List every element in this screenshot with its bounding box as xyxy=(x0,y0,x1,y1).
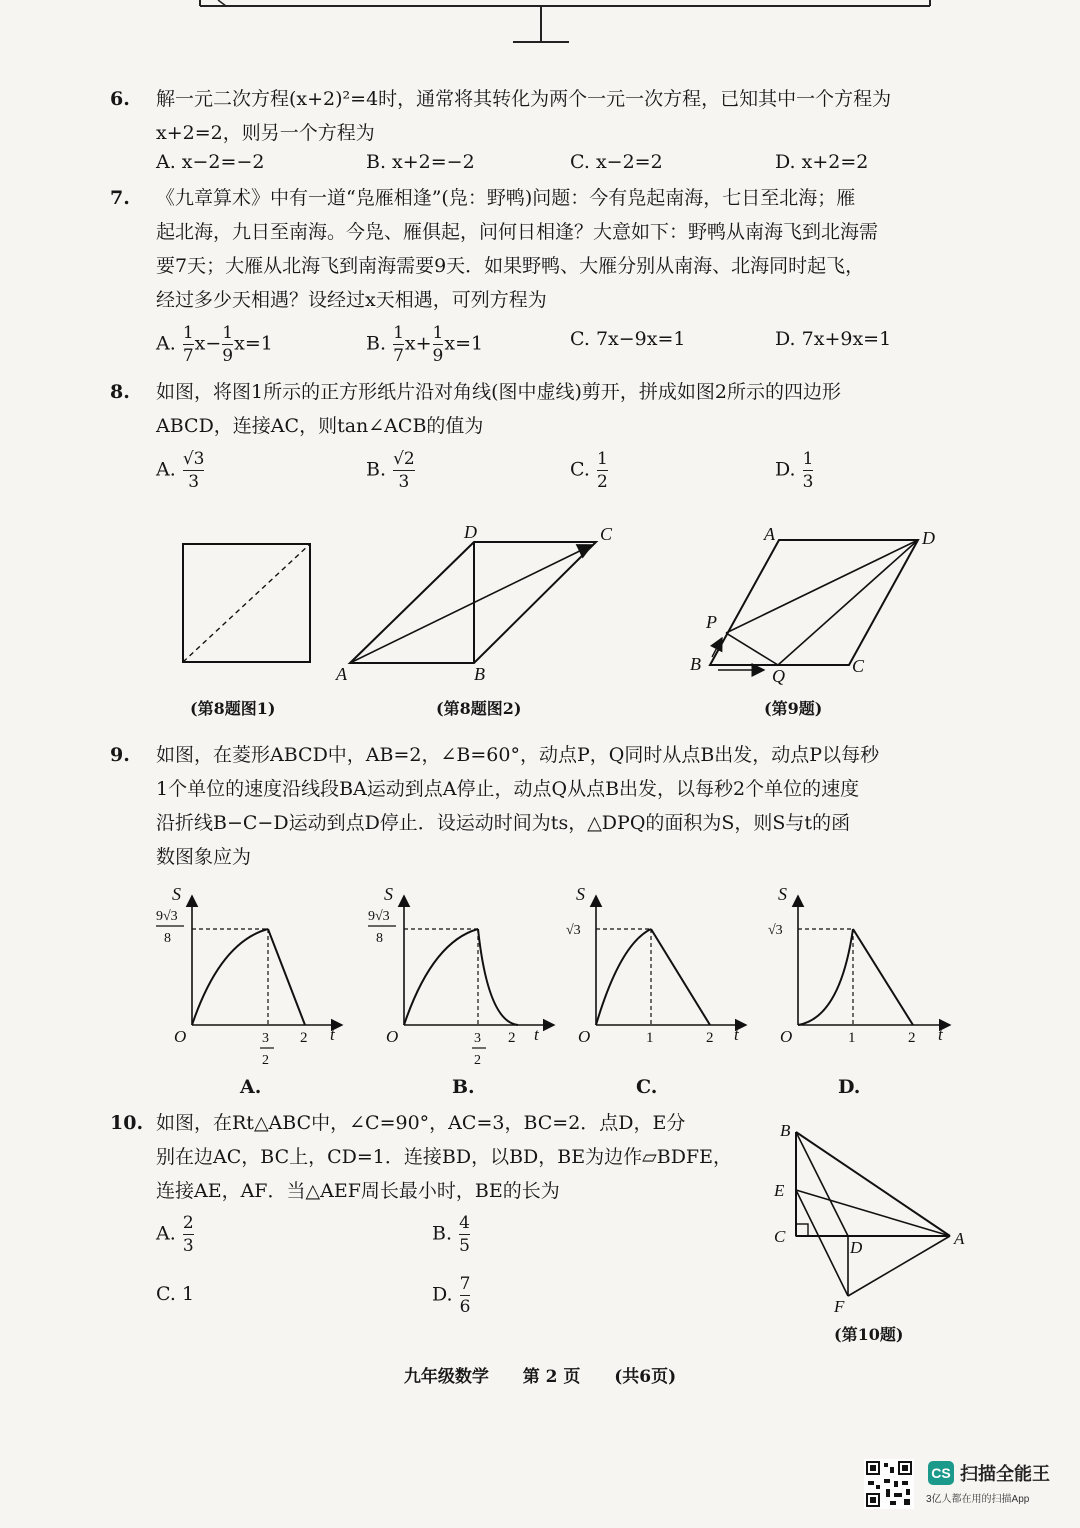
graph-option-d xyxy=(758,882,958,1072)
question-7 xyxy=(110,181,970,321)
tick-label: 3 xyxy=(474,1031,481,1046)
point-label-d: D xyxy=(922,528,935,548)
denominator: 9 xyxy=(222,346,234,366)
option-a: A. x−2=−2 xyxy=(156,151,265,173)
peak-numerator: 9√3 xyxy=(368,909,390,924)
question-text-line: 要7天；大雁从北海飞到南海需要9天．如果野鸭、大雁分别从南海、北海同时起飞， xyxy=(156,255,865,277)
tick-label: 1 xyxy=(646,1030,654,1046)
denominator: 6 xyxy=(459,1297,471,1317)
question-8 xyxy=(110,375,970,445)
fraction xyxy=(597,448,608,493)
denominator: 7 xyxy=(182,346,194,366)
tick-label: 1 xyxy=(848,1030,856,1046)
option-a xyxy=(156,322,273,367)
question-text-line: 解一元二次方程(x+2)²=4时，通常将其转化为两个一元一次方程，已知其中一个方程为 xyxy=(156,88,892,110)
axis-label-s: S xyxy=(576,884,585,904)
denominator: 5 xyxy=(459,1236,470,1256)
camscanner-logo: CS xyxy=(928,1461,954,1485)
figure-8-parallelogram xyxy=(330,520,630,690)
peak-denominator: 8 xyxy=(376,931,383,946)
option-label: A. xyxy=(156,458,176,481)
point-label-c: C xyxy=(852,656,865,676)
option-b xyxy=(366,322,483,367)
fraction xyxy=(433,322,444,367)
question-text-line: 沿折线B−C−D运动到点D停止．设运动时间为ts，△DPQ的面积为S，则S与t的函 xyxy=(156,812,851,834)
question-text-line: x+2=2，则另一个方程为 xyxy=(156,122,375,144)
question-text-line: 别在边AC，BC上，CD=1．连接BD，以BD，BE为边作▱BDFE， xyxy=(156,1146,732,1168)
figure-9-rhombus xyxy=(680,520,950,690)
option-label: A. xyxy=(156,332,176,355)
peak-numerator: 9√3 xyxy=(156,909,178,924)
figure-8-square xyxy=(170,530,330,680)
origin-label: O xyxy=(174,1027,187,1046)
axis-label-t: t xyxy=(534,1025,539,1044)
graph-label-a: A. xyxy=(240,1076,262,1098)
denominator: 7 xyxy=(393,346,404,366)
fraction xyxy=(222,322,233,367)
option-text: x=1 xyxy=(444,332,484,355)
numerator: 1 xyxy=(182,323,194,343)
brand-name: 扫描全能王 xyxy=(960,1464,1050,1484)
scanner-watermark xyxy=(862,1457,1062,1511)
graph-label-d: D. xyxy=(838,1076,861,1098)
peak-denominator: 8 xyxy=(164,931,171,946)
option-label: B. xyxy=(366,332,387,355)
denominator: 3 xyxy=(398,472,410,492)
axis-label-s: S xyxy=(172,884,181,904)
previous-figure-fragment xyxy=(0,0,1080,50)
question-text-line: ABCD，连接AC，则tan∠ACB的值为 xyxy=(156,415,484,437)
numerator: 4 xyxy=(459,1213,470,1233)
point-label-q: Q xyxy=(772,666,785,686)
option-label: B. xyxy=(366,458,387,481)
option-c: C. x−2=2 xyxy=(570,151,663,173)
question-text-line: 如图，在菱形ABCD中，AB=2，∠B=60°，动点P，Q同时从点B出发，动点P以每秒 xyxy=(156,744,880,766)
numerator: √3 xyxy=(182,449,205,469)
question-9 xyxy=(110,738,970,878)
figure-caption: (第8题图1) xyxy=(190,699,276,718)
point-label-a: A xyxy=(954,1229,965,1248)
tick-label: 2 xyxy=(474,1053,481,1068)
question-6 xyxy=(110,82,970,192)
denominator: 3 xyxy=(188,472,200,492)
footer-total: (共6页) xyxy=(614,1367,677,1387)
page-footer xyxy=(0,1362,1080,1387)
point-label-f: F xyxy=(834,1297,845,1316)
origin-label: O xyxy=(386,1027,399,1046)
question-number: 9. xyxy=(110,744,130,766)
question-10 xyxy=(110,1106,750,1216)
graph-option-b xyxy=(362,882,562,1072)
numerator: 1 xyxy=(802,449,814,469)
fraction xyxy=(183,1212,194,1257)
footer-subject: 九年级数学 xyxy=(403,1367,489,1387)
tick-label: 2 xyxy=(706,1030,714,1046)
numerator: 1 xyxy=(222,323,234,343)
peak-label: √3 xyxy=(768,923,783,938)
tick-label: 2 xyxy=(908,1030,916,1046)
figure-caption: (第9题) xyxy=(764,699,823,718)
peak-label: √3 xyxy=(566,923,581,938)
point-label-a: A xyxy=(764,524,775,544)
point-label-a: A xyxy=(336,664,347,684)
numerator: 7 xyxy=(459,1274,471,1294)
question-text-line: 经过多少天相遇？设经过x天相遇，可列方程为 xyxy=(156,289,547,311)
numerator: 1 xyxy=(432,323,444,343)
question-text-line: 起北海，九日至南海。今凫、雁俱起，问何日相逢？大意如下：野鸭从南海飞到北海需 xyxy=(156,221,879,243)
point-label-c: C xyxy=(600,524,613,544)
question-text-line: 如图，在Rt△ABC中，∠C=90°，AC=3，BC=2．点D，E分 xyxy=(156,1112,686,1134)
graph-option-a xyxy=(150,882,350,1072)
brand-tagline: 3亿人都在用的扫描App xyxy=(926,1494,1030,1505)
point-label-b: B xyxy=(474,664,485,684)
point-label-e: E xyxy=(774,1181,785,1200)
point-label-b: B xyxy=(690,654,701,674)
figure-caption: (第10题) xyxy=(834,1325,904,1344)
tick-label: 3 xyxy=(262,1031,269,1046)
option-b xyxy=(432,1212,471,1257)
axis-label-s: S xyxy=(778,884,787,904)
denominator: 3 xyxy=(182,1236,194,1256)
axis-label-t: t xyxy=(938,1025,943,1044)
fraction xyxy=(393,448,415,493)
fraction xyxy=(183,448,205,493)
axis-label-s: S xyxy=(384,884,393,904)
question-text-line: 如图，将图1所示的正方形纸片沿对角线(图中虚线)剪开，拼成如图2所示的四边形 xyxy=(156,381,842,403)
numerator: 1 xyxy=(393,323,404,343)
tick-label: 2 xyxy=(262,1053,269,1068)
point-label-d: D xyxy=(464,522,477,542)
option-d: D. x+2=2 xyxy=(775,151,869,173)
tick-label: 2 xyxy=(508,1030,516,1046)
footer-page: 第 2 页 xyxy=(522,1367,581,1387)
denominator: 3 xyxy=(802,472,814,492)
question-text-line: 数图象应为 xyxy=(156,846,252,868)
question-text-line: 1个单位的速度沿线段BA运动到点A停止，动点Q从点B出发，以每秒2个单位的速度 xyxy=(156,778,860,800)
point-label-p: P xyxy=(706,612,717,632)
fraction xyxy=(183,322,194,367)
fraction xyxy=(803,448,814,493)
point-label-d: D xyxy=(850,1238,863,1257)
question-text-line: 《九章算术》中有一道“凫雁相逢”(凫：野鸭)问题：今有凫起南海，七日至北海；雁 xyxy=(156,187,856,209)
figure-caption: (第8题图2) xyxy=(436,699,522,718)
option-label: B. xyxy=(432,1222,453,1245)
option-a xyxy=(156,1212,195,1257)
tick-label: 2 xyxy=(300,1030,308,1046)
option-b xyxy=(366,448,416,493)
qr-code-icon xyxy=(864,1459,914,1509)
fraction xyxy=(459,1212,470,1257)
point-label-b: B xyxy=(780,1121,791,1140)
option-text: x=1 xyxy=(234,332,273,355)
graph-label-c: C. xyxy=(636,1076,658,1098)
graph-option-c xyxy=(558,882,758,1072)
question-number: 6. xyxy=(110,88,130,110)
option-d: D. 7x+9x=1 xyxy=(775,328,892,350)
question-number: 10. xyxy=(110,1112,144,1134)
graph-label-b: B. xyxy=(452,1076,475,1098)
option-label: A. xyxy=(156,1222,176,1245)
option-label: D. xyxy=(432,1283,453,1306)
numerator: 2 xyxy=(182,1213,194,1233)
fraction xyxy=(393,322,404,367)
option-d xyxy=(432,1273,471,1318)
numerator: √2 xyxy=(393,449,415,469)
origin-label: O xyxy=(780,1027,793,1046)
numerator: 1 xyxy=(596,449,608,469)
origin-label: O xyxy=(578,1027,591,1046)
figure-10-triangle xyxy=(762,1118,972,1318)
option-c: C. 7x−9x=1 xyxy=(570,328,686,350)
option-text: x− xyxy=(194,332,222,355)
option-label: C. xyxy=(570,458,590,481)
option-label: D. xyxy=(775,458,796,481)
fraction xyxy=(460,1273,471,1318)
option-b: B. x+2=−2 xyxy=(366,151,475,173)
axis-label-t: t xyxy=(734,1025,739,1044)
question-number: 7. xyxy=(110,187,130,209)
option-text: x+ xyxy=(404,332,432,355)
denominator: 9 xyxy=(432,346,444,366)
option-c: C. 1 xyxy=(156,1283,195,1305)
option-a xyxy=(156,448,205,493)
question-number: 8. xyxy=(110,381,130,403)
axis-label-t: t xyxy=(330,1025,335,1044)
point-label-c: C xyxy=(774,1227,786,1246)
option-d xyxy=(775,448,814,493)
denominator: 2 xyxy=(596,472,608,492)
option-c xyxy=(570,448,609,493)
question-text-line: 连接AE，AF．当△AEF周长最小时，BE的长为 xyxy=(156,1180,560,1202)
